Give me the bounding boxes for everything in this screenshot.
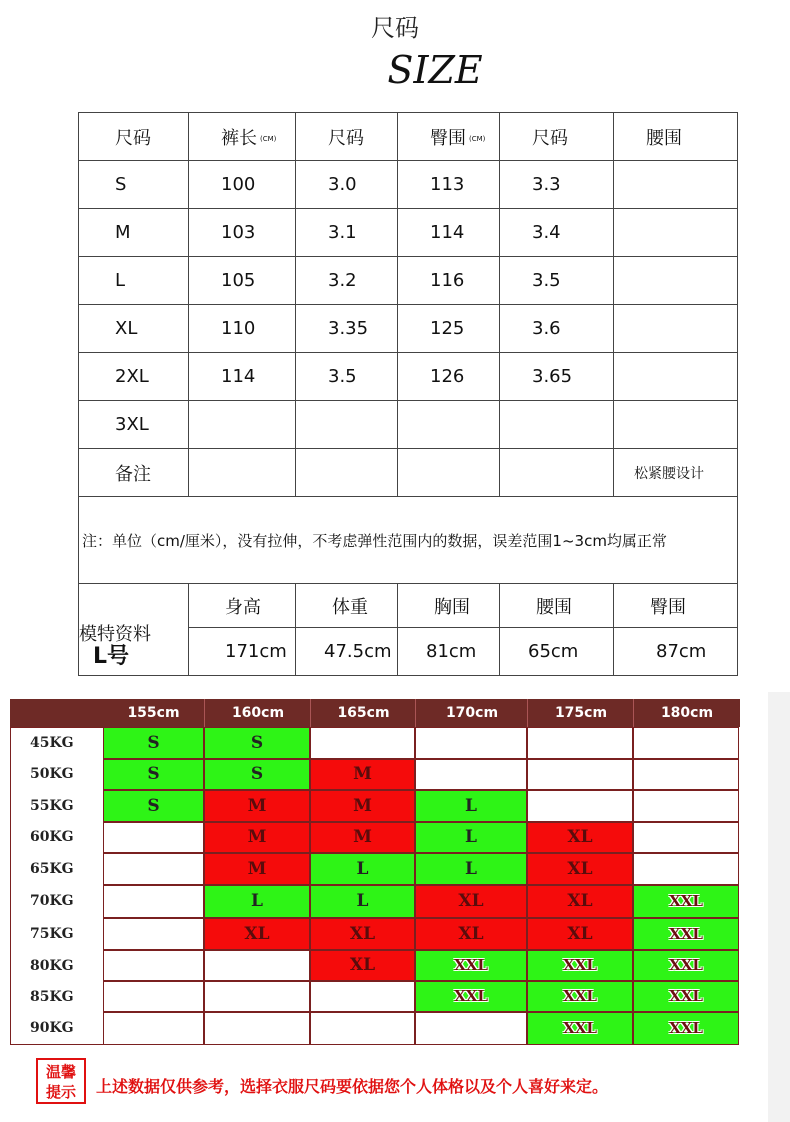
size-chart-cell: XL bbox=[527, 853, 633, 885]
size-chart-cell bbox=[310, 981, 415, 1012]
size-chart-cell: XXL bbox=[633, 981, 739, 1012]
size-chart-cell: XL bbox=[527, 885, 633, 918]
size-chart-cell bbox=[103, 853, 204, 885]
table-row bbox=[79, 161, 738, 209]
table-cell: 3.5 bbox=[296, 353, 398, 401]
size-chart-cell: S bbox=[103, 727, 204, 759]
size-chart-cell: L bbox=[415, 822, 527, 853]
weight-label: 65KG bbox=[30, 861, 74, 877]
size-chart-cell: XXL bbox=[633, 885, 739, 918]
model-header-waist: 腰围 bbox=[500, 584, 614, 628]
model-size: L号 bbox=[93, 643, 130, 669]
table-cell: 105 bbox=[189, 257, 296, 305]
model-label bbox=[79, 584, 189, 676]
size-chart-cell: L bbox=[415, 853, 527, 885]
page-title-cn: 尺码 bbox=[371, 14, 419, 42]
header-hip: 臀围 (CM) bbox=[398, 113, 500, 161]
size-chart-cell bbox=[633, 822, 739, 853]
height-header: 155cm bbox=[103, 699, 204, 727]
size-chart-cell: XL bbox=[204, 918, 310, 950]
size-chart-cell: XXL bbox=[415, 950, 527, 981]
size-chart-cell bbox=[310, 727, 415, 759]
size-chart-cell: XL bbox=[527, 918, 633, 950]
model-header-bust: 胸围 bbox=[398, 584, 500, 628]
model-value-height: 171cm bbox=[189, 628, 296, 676]
table-cell: 110 bbox=[189, 305, 296, 353]
size-chart-cell bbox=[527, 727, 633, 759]
table-cell bbox=[500, 401, 614, 449]
size-chart-cell: XL bbox=[310, 918, 415, 950]
remark-row bbox=[79, 449, 738, 497]
size-chart-cell: XXL bbox=[633, 1012, 739, 1045]
size-chart-cell: L bbox=[310, 853, 415, 885]
size-chart-cell bbox=[103, 981, 204, 1012]
table-cell: 113 bbox=[398, 161, 500, 209]
height-header: 165cm bbox=[310, 699, 416, 727]
weight-label: 85KG bbox=[30, 989, 74, 1005]
size-chart-cell: XL bbox=[415, 918, 527, 950]
table-cell: 3.65 bbox=[500, 353, 614, 401]
size-chart-cell: S bbox=[204, 727, 310, 759]
size-chart-cell: XXL bbox=[633, 950, 739, 981]
tip-text: 上述数据仅供参考，选择衣服尺码要依据您个人体格以及个人喜好来定。 bbox=[96, 1077, 609, 1096]
size-chart-cell: XXL bbox=[633, 918, 739, 950]
size-chart-cell: M bbox=[204, 822, 310, 853]
size-table bbox=[78, 112, 738, 676]
height-header: 170cm bbox=[415, 699, 528, 727]
header-waist: 腰围 bbox=[614, 113, 738, 161]
size-chart-cell bbox=[103, 950, 204, 981]
header-size: 尺码 bbox=[79, 113, 189, 161]
size-chart-cell bbox=[103, 1012, 204, 1045]
height-header: 175cm bbox=[527, 699, 634, 727]
weight-label: 80KG bbox=[30, 958, 74, 974]
weight-label: 60KG bbox=[30, 829, 74, 845]
size-chart-cell bbox=[527, 790, 633, 822]
size-chart-cell bbox=[527, 759, 633, 790]
unit-note: 注：单位（cm/厘米），没有拉伸，不考虑弹性范围内的数据，误差范围1~3cm均属正常 bbox=[79, 497, 738, 584]
size-chart-cell: M bbox=[204, 853, 310, 885]
table-cell: 3.0 bbox=[296, 161, 398, 209]
model-value-weight: 47.5cm bbox=[296, 628, 398, 676]
weight-label: 55KG bbox=[30, 798, 74, 814]
size-chart-cell bbox=[204, 950, 310, 981]
size-chart-cell: M bbox=[310, 790, 415, 822]
table-cell: 3.6 bbox=[500, 305, 614, 353]
table-row bbox=[79, 353, 738, 401]
size-table-header bbox=[79, 113, 738, 161]
size-chart-cell: XXL bbox=[527, 950, 633, 981]
table-cell bbox=[614, 257, 738, 305]
size-chart-cell bbox=[415, 1012, 527, 1045]
height-header: 160cm bbox=[204, 699, 311, 727]
model-value-bust: 81cm bbox=[398, 628, 500, 676]
table-cell bbox=[614, 161, 738, 209]
table-cell: 116 bbox=[398, 257, 500, 305]
table-cell: S bbox=[79, 161, 189, 209]
size-chart-cell: L bbox=[415, 790, 527, 822]
size-chart-cell: S bbox=[204, 759, 310, 790]
table-cell bbox=[614, 305, 738, 353]
note-row bbox=[79, 497, 738, 584]
model-value-waist: 65cm bbox=[500, 628, 614, 676]
weight-label: 50KG bbox=[30, 766, 74, 782]
table-cell: 125 bbox=[398, 305, 500, 353]
tip-badge-line1: 温馨 bbox=[45, 1063, 76, 1081]
size-chart-cell bbox=[204, 981, 310, 1012]
size-chart-cell: XL bbox=[310, 950, 415, 981]
model-header-height: 身高 bbox=[189, 584, 296, 628]
table-row bbox=[79, 209, 738, 257]
chart-corner bbox=[10, 699, 103, 727]
table-cell: L bbox=[79, 257, 189, 305]
table-cell: 3.4 bbox=[500, 209, 614, 257]
tip-badge-line2: 提示 bbox=[45, 1083, 76, 1101]
tip-badge bbox=[36, 1058, 86, 1104]
header-size-2: 尺码 bbox=[296, 113, 398, 161]
page-title-en: SIZE bbox=[387, 48, 483, 92]
size-chart-cell: S bbox=[103, 759, 204, 790]
size-chart-cell: M bbox=[310, 822, 415, 853]
size-chart-cell bbox=[633, 727, 739, 759]
remark-value: 松紧腰设计 bbox=[614, 449, 738, 497]
size-chart-cell bbox=[633, 790, 739, 822]
size-chart-cell: M bbox=[204, 790, 310, 822]
size-chart bbox=[10, 699, 739, 1045]
table-cell: 3.2 bbox=[296, 257, 398, 305]
table-cell bbox=[614, 209, 738, 257]
header-size-3: 尺码 bbox=[500, 113, 614, 161]
table-cell bbox=[189, 401, 296, 449]
weight-label: 70KG bbox=[30, 893, 74, 909]
table-cell: 3.35 bbox=[296, 305, 398, 353]
model-value-hip: 87cm bbox=[614, 628, 738, 676]
table-cell: 114 bbox=[189, 353, 296, 401]
table-row bbox=[79, 305, 738, 353]
model-info-label: 模特资料 bbox=[79, 623, 151, 645]
size-chart-cell bbox=[415, 727, 527, 759]
size-chart-cell: XL bbox=[527, 822, 633, 853]
table-cell: 103 bbox=[189, 209, 296, 257]
size-chart-cell bbox=[415, 759, 527, 790]
table-cell: 3XL bbox=[79, 401, 189, 449]
table-cell: 126 bbox=[398, 353, 500, 401]
table-cell: 2XL bbox=[79, 353, 189, 401]
size-chart-cell: XL bbox=[415, 885, 527, 918]
size-chart-cell: M bbox=[310, 759, 415, 790]
table-cell bbox=[398, 401, 500, 449]
table-cell bbox=[614, 353, 738, 401]
table-cell: 3.1 bbox=[296, 209, 398, 257]
size-chart-cell: XXL bbox=[527, 1012, 633, 1045]
size-chart-cell: L bbox=[204, 885, 310, 918]
table-cell: M bbox=[79, 209, 189, 257]
size-chart-cell bbox=[633, 853, 739, 885]
size-chart-cell: L bbox=[310, 885, 415, 918]
table-cell: 114 bbox=[398, 209, 500, 257]
size-chart-cell: S bbox=[103, 790, 204, 822]
size-chart-cell: XXL bbox=[415, 981, 527, 1012]
size-chart-cell bbox=[103, 918, 204, 950]
table-cell: 100 bbox=[189, 161, 296, 209]
size-chart-cell: XXL bbox=[527, 981, 633, 1012]
table-cell bbox=[614, 401, 738, 449]
weight-label: 45KG bbox=[30, 735, 74, 751]
table-cell bbox=[296, 401, 398, 449]
size-chart-cell bbox=[204, 1012, 310, 1045]
weight-label: 90KG bbox=[30, 1020, 74, 1036]
size-chart-cell bbox=[633, 759, 739, 790]
table-row bbox=[79, 257, 738, 305]
remark-label: 备注 bbox=[79, 449, 189, 497]
table-row bbox=[79, 401, 738, 449]
table-cell: XL bbox=[79, 305, 189, 353]
size-chart-cell bbox=[103, 885, 204, 918]
size-chart-cell bbox=[310, 1012, 415, 1045]
model-header-hip: 臀围 bbox=[614, 584, 738, 628]
table-cell: 3.5 bbox=[500, 257, 614, 305]
model-header-row bbox=[79, 584, 738, 628]
table-cell: 3.3 bbox=[500, 161, 614, 209]
header-length: 裤长 (CM) bbox=[189, 113, 296, 161]
size-chart-cell bbox=[103, 822, 204, 853]
side-shade bbox=[768, 692, 790, 1122]
weight-label: 75KG bbox=[30, 926, 74, 942]
model-header-weight: 体重 bbox=[296, 584, 398, 628]
height-header: 180cm bbox=[633, 699, 740, 727]
